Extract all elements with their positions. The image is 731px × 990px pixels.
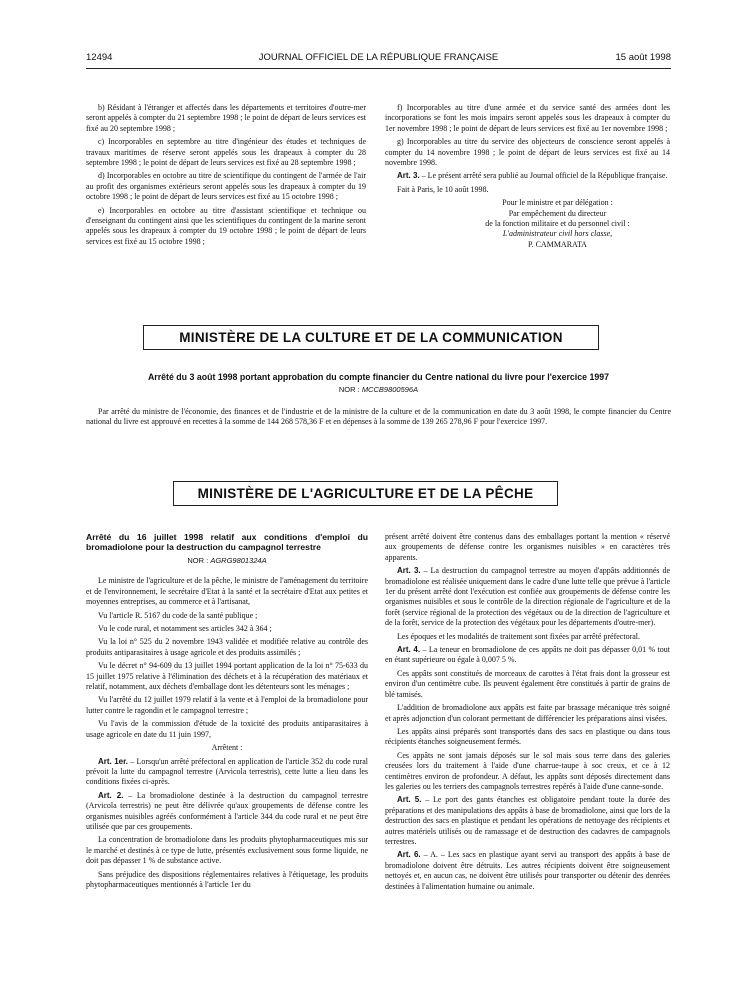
paragraph: L'addition de bromadiolone aux appâts est faite par brassage mécanique très soigné et après adjonction d'un colorant permettant de différencier les préparations ainsi visées. (385, 703, 670, 723)
column-3 (86, 532, 368, 893)
paragraph: présent arrêté doivent être contenus dans des emballages portant la mention « réservé aux groupements de défense contre les organismes nuisibles » en caractères très apparents. (385, 532, 670, 562)
article-label: Art. 5. (397, 795, 422, 805)
paragraph: c) Incorporables en septembre au titre d'ingénieur des études et techniques de travaux maritimes de réserve seront appelés sous les drapeaux à compter du 28 septembre 1998 ; le point de départ de leurs services est fixé au 28 septembre 1998 ; (86, 137, 366, 168)
article-label: Art. 1er. (98, 756, 129, 766)
article-text: – Le port des gants étanches est obligatoire pendant toute la durée des préparations et des manipulations des appâts à base de bromadiolone, ainsi que lors de la destruction des sacs en plastique et pendant les opérations de nettoyage des récipients et autres matériels utilisés ou de ramassage et de destruction des cadavres de campagnols terrestres. (385, 795, 671, 846)
paragraph: g) Incorporables au titre du service des objecteurs de conscience seront appelés à compter du 14 novembre 1998 ; le point de départ de leurs services est fixé au 14 novembre 1998. (385, 137, 670, 168)
paragraph: Ces appâts sont constitués de morceaux de carottes à l'état frais dont la grosseur est environ d'un centimètre cube. Ils peuvent également être constitués à partir de grains de blé tamisés. (385, 668, 670, 699)
nor-reference (86, 556, 368, 566)
paragraph: Vu la loi n° 525 du 2 novembre 1943 validée et modifiée relative au contrôle des produits antiparasitaires à usage agricole et des produits assimilés ; (86, 637, 368, 657)
arrete-title: Arrêté du 3 août 1998 portant approbation du compte financier du Centre national du livre pour l'exercice 1997 (147, 372, 610, 382)
paragraph: e) Incorporables en octobre au titre d'assistant scientifique et technique ou d'enseignant du contingent ainsi que les scientifiques du contingent de la marine seront appelés sous les drapeaux à compter du 19 octobre 1998 ; le point de départ de leurs services est fixé au 15 octobre 1998 ; (86, 205, 366, 246)
signature-line: Pour le ministre et par délégation : (502, 198, 613, 208)
nor-code: AGRG9801324A (210, 556, 267, 565)
paragraph: Les appâts ainsi préparés sont transportés dans des sacs en plastique ou dans tous récipients étanches soigneusement fermés. (385, 726, 670, 747)
paragraph: Vu l'avis de la commission d'étude de la toxicité des produits antiparasitaires à usage agricole en date du 11 juin 1997, (86, 719, 368, 739)
place-date: Fait à Paris, le 10 août 1998. (397, 184, 489, 194)
article-text: – La bromadiolone destinée à la destruction du campagnol terrestre (Arvicola terrestris) ne peut être délivrée qu'aux groupements de défense contre les organismes nuisibles agréés conformément à l'article 344 du code rural et ne peut être utilisée que par ces groupements. (86, 790, 368, 831)
paragraph: Les époques et les modalités de traitement sont fixées par arrêté préfectoral. (397, 631, 641, 641)
article-5 (385, 795, 670, 847)
signature-line: de la fonction militaire et du personnel civil : (485, 219, 630, 229)
paragraph: Ces appâts ne sont jamais déposés sur le sol mais sous terre dans des galeries creusées lors du traitement à l'aide d'une charrue-taupe à soc creux, et ce à 12 centimètres environ de profondeur. A défaut, les appâts sont déposés directement dans les galeries ou les terriers des campagnols terrestres repérés à l'aide d'une canne-sonde. (385, 750, 670, 791)
article-text: – Le présent arrêté sera publié au Journal officiel de la République française. (419, 171, 668, 181)
signature-block (445, 198, 670, 250)
signature-line: Par empêchement du directeur (508, 208, 607, 218)
ministry-heading-agriculture: MINISTÈRE DE L'AGRICULTURE ET DE LA PÊCHE (173, 481, 558, 506)
nor-reference (86, 385, 671, 394)
paragraph: d) Incorporables en octobre au titre de scientifique du contingent de l'armée de l'air au profit des organismes extérieurs seront appelés sous les drapeaux à compter du 19 octobre 1998 ; le point de départ de leurs services est fixé au 15 octobre 1998 ; (86, 171, 366, 202)
page-number: 12494 (86, 52, 113, 63)
article-4 (385, 645, 670, 666)
issue-date: 15 août 1998 (615, 52, 671, 63)
paragraph: Vu le décret n° 94-609 du 13 juillet 1994 portant application de la loi n° 75-633 du 15 juillet 1975 relative à l'élimination des déchets et à la récupération des matériaux et relatif, notamment, aux déchets d'emballage dont les détenteurs sont les ménages ; (86, 661, 368, 692)
nor-label: NOR : (187, 556, 211, 565)
paragraph: f) Incorporables au titre d'une armée et du service santé des armées dont les incorporations se font les mois impairs seront appelés sous les drapeaux à compter du 1er novembre 1998 ; le point de départ de leurs services est fixé au 1er novembre 1998 ; (385, 103, 670, 133)
paragraph: Vu l'article R. 5167 du code de la santé publique ; (98, 610, 258, 620)
ministry-heading-culture: MINISTÈRE DE LA CULTURE ET DE LA COMMUNICATION (143, 325, 599, 350)
article-2 (86, 791, 368, 833)
article-1 (86, 757, 368, 788)
article-label: Art. 2. (98, 790, 124, 800)
article-text: – La teneur en bromadiolone de ces appâts ne doit pas dépasser 0,01 % tout en étant supérieure ou égale à 0,007 5 %. (385, 645, 670, 665)
article-label: Art. 4. (397, 645, 421, 655)
signature-line: L'administrateur civil hors classe, (502, 229, 613, 239)
arretent: Arrêtent : (211, 743, 243, 753)
arrete-title: Arrêté du 16 juillet 1998 relatif aux conditions d'emploi du bromadiolone pour la destruction du campagnol terrestre (86, 532, 368, 552)
article-label: Art. 6. (397, 850, 421, 860)
nor-code: MCCB9800596A (361, 385, 419, 394)
journal-title: JOURNAL OFFICIEL DE LA RÉPUBLIQUE FRANÇAISE (258, 52, 499, 63)
column-4 (385, 532, 670, 895)
paragraph: Vu le code rural, et notamment ses articles 342 à 364 ; (98, 624, 272, 634)
page-header (86, 52, 671, 68)
paragraph: La concentration de bromadiolone dans les produits phytopharmaceutiques mis sur le marché et destinés à ce type de lutte, présentés exclusivement sous forme liquide, ne doit pas dépasser 1 % de substance active. (86, 835, 368, 866)
arrete-text: Par arrêté du ministre de l'économie, des finances et de l'industrie et de la ministre de la culture et de la communication en date du 3 août 1998, le compte financier du Centre national du livre est approuvé en recettes à la somme de 144 268 578,36 F et en dépenses à la somme de 139 265 278,96 F pour l'exercice 1997. (86, 407, 671, 427)
header-rule (86, 68, 671, 69)
article-text: – Lorsqu'un arrêté préfectoral en application de l'article 352 du code rural prévoit la lutte du campagnol terrestre (Arvicola terrestris), cette lutte a lieu dans les conditions fixées ci-après. (86, 756, 368, 787)
column-1 (86, 103, 366, 250)
article-6 (385, 850, 670, 892)
nor-label: NOR : (338, 385, 362, 394)
article-text: – A. – Les sacs en plastique ayant servi au transport des appâts à base de bromadiolone doivent être détruits. Les autres récipients doivent être soigneusement nettoyés et, en aucun cas, ne doivent être utilisés pour transporter ou détenir des denrées destinées à l'alimentation humaine ou animale. (385, 850, 670, 891)
article-text: – La destruction du campagnol terrestre au moyen d'appâts additionnés de bromadiolone est réalisée uniquement dans le cadre d'une lutte telle que prévue à l'article 1er du présent arrêté dont l'exécution est confiée aux groupements de défense contre les organismes nuisibles et sous le contrôle de la direction régionale de l'agriculture et de la forêt (service régional de la protection des végétaux ou de la direction de l'agriculture et de la forêt, service de la protection des végétaux pour les départements d'outre-mer). (385, 566, 671, 628)
column-2 (385, 103, 670, 250)
paragraph: b) Résidant à l'étranger et affectés dans les départements et territoires d'outre-mer seront appelés à compter du 21 septembre 1998 ; le point de départ de leurs services est fixé au 20 septembre 1998 ; (86, 103, 366, 133)
paragraph: Vu l'arrêté du 12 juillet 1979 relatif à la vente et à l'emploi de la bromadiolone pour lutter contre le ragondin et le campagnol terrestre ; (86, 695, 368, 715)
signatory-name: P. CAMMARATA (528, 239, 587, 249)
paragraph: Sans préjudice des dispositions réglementaires relatives à l'étiquetage, les produits phytopharmaceutiques mentionnés à l'article 1er du (86, 869, 368, 889)
article-3 (385, 566, 670, 628)
article-3 (385, 171, 670, 181)
article-label: Art. 3. (397, 566, 421, 576)
paragraph: Le ministre de l'agriculture et de la pêche, le ministre de l'aménagement du territoire et de l'environnement, le secrétaire d'Etat à la santé et la secrétaire d'Etat aux petites et moyennes entreprises, au commerce et à l'artisanat, (86, 576, 368, 607)
article-label: Art. 3. (397, 171, 420, 181)
